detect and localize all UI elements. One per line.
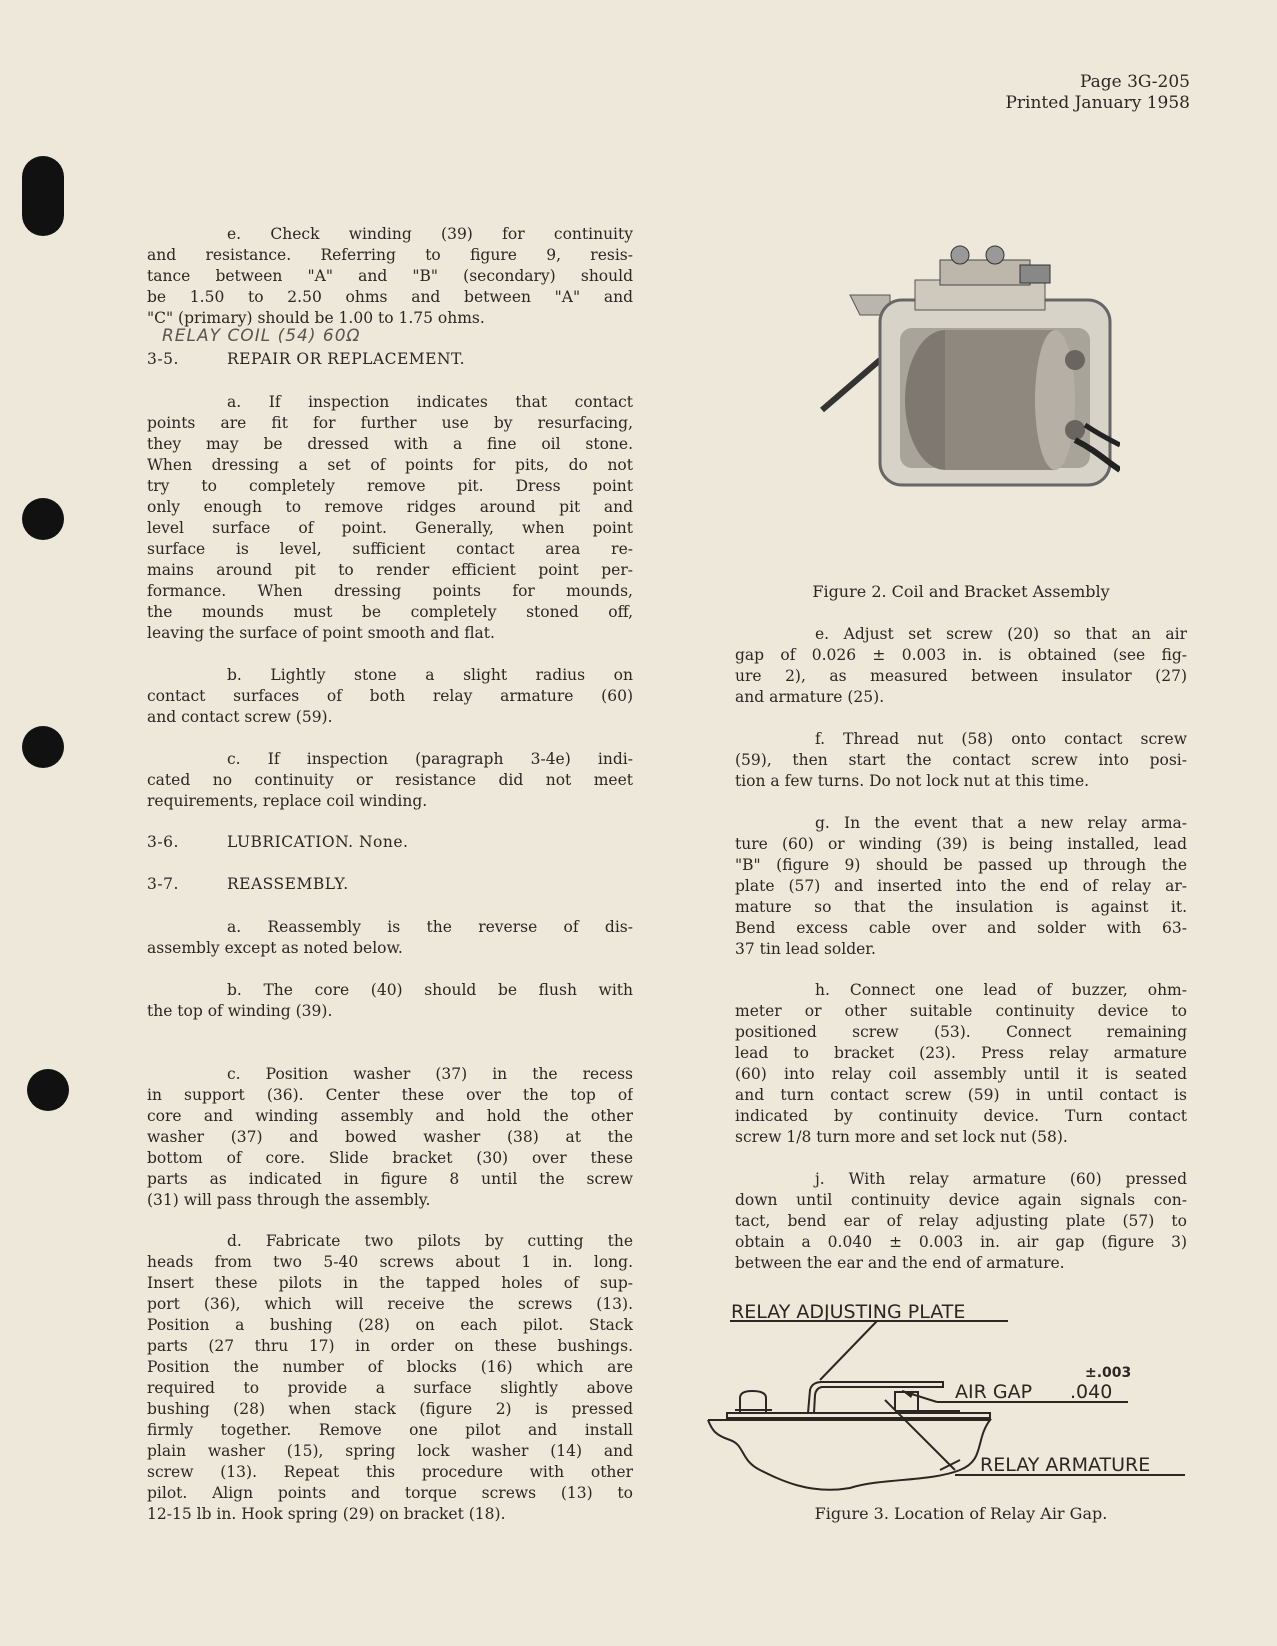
text-line: required to provide a surface slightly above [147, 1379, 633, 1397]
text-line: the top of winding (39). [147, 1002, 333, 1020]
text-line: Bend excess cable over and solder with 63- [735, 919, 1187, 937]
paragraph-reassembly-c [147, 1064, 633, 1211]
section-number: 3-5. [147, 350, 179, 368]
text-line: c. If inspection (paragraph 3-4e) indi- [227, 750, 633, 768]
text-line: tance between "A" and "B" (secondary) should [147, 267, 633, 285]
text-line: surface is level, sufficient contact area re- [147, 540, 633, 558]
text-line: requirements, replace coil winding. [147, 792, 428, 810]
section-title: REASSEMBLY. [227, 875, 349, 893]
text-line: a. If inspection indicates that contact [227, 393, 633, 411]
figure-3-diagram [700, 1280, 1200, 1500]
section-3-5-heading [147, 350, 465, 368]
figure-3-caption: Figure 3. Location of Relay Air Gap. [814, 1504, 1108, 1523]
text-line: the mounds must be completely stoned off, [147, 603, 633, 621]
text-line: b. Lightly stone a slight radius on [227, 666, 633, 684]
text-line: ure 2), as measured between insulator (27) [735, 667, 1187, 685]
text-line: firmly together. Remove one pilot and install [147, 1421, 633, 1439]
text-line: port (36), which will receive the screws (13). [147, 1295, 633, 1313]
text-line: assembly except as noted below. [147, 939, 403, 957]
text-line: core and winding assembly and hold the other [147, 1107, 633, 1125]
text-line: cated no continuity or resistance did not meet [147, 771, 633, 789]
text-line: washer (37) and bowed washer (38) at the [147, 1128, 633, 1146]
text-line: Position the number of blocks (16) which are [147, 1358, 633, 1376]
paragraph-reassembly-d [147, 1231, 633, 1525]
text-line: try to completely remove pit. Dress point [147, 477, 633, 495]
text-line: g. In the event that a new relay arma- [815, 814, 1187, 832]
section-3-6-heading [147, 833, 408, 851]
text-line: mains around pit to render efficient point per- [147, 561, 633, 579]
paragraph-c-replace [147, 749, 633, 812]
paragraph-g-new-armature [735, 813, 1187, 960]
text-line: heads from two 5-40 screws about 1 in. long. [147, 1253, 633, 1271]
text-line: tion a few turns. Do not lock nut at this time. [735, 772, 1090, 790]
section-title: REPAIR OR REPLACEMENT. [227, 350, 466, 368]
section-3-7-heading [147, 875, 349, 893]
text-line: "B" (figure 9) should be passed up through the [735, 856, 1187, 874]
text-line: d. Fabricate two pilots by cutting the [227, 1232, 633, 1250]
text-line: mature so that the insulation is against it. [735, 898, 1187, 916]
paragraph-b-stone [147, 665, 633, 728]
text-line: bushing (28) when stack (figure 2) is pressed [147, 1400, 633, 1418]
paragraph-reassembly-a [147, 917, 633, 959]
section-title: LUBRICATION. None. [227, 833, 409, 851]
text-line: screw 1/8 turn more and set lock nut (58). [735, 1128, 1068, 1146]
text-line: leaving the surface of point smooth and flat. [147, 624, 495, 642]
section-number: 3-6. [147, 833, 179, 851]
text-line: be 1.50 to 2.50 ohms and between "A" and [147, 288, 633, 306]
text-line: c. Position washer (37) in the recess [227, 1065, 633, 1083]
text-line: and resistance. Referring to figure 9, resis- [147, 246, 633, 264]
label-relay-adjusting-plate: RELAY ADJUSTING PLATE [731, 1301, 966, 1323]
punch-hole [22, 726, 64, 768]
text-line: screw (13). Repeat this procedure with other [147, 1463, 633, 1481]
text-line: lead to bracket (23). Press relay armature [735, 1044, 1187, 1062]
text-line: (31) will pass through the assembly. [147, 1191, 431, 1209]
text-line: they may be dressed with a fine oil stone. [147, 435, 633, 453]
coil-bracket-photo [820, 240, 1120, 500]
text-line: When dressing a set of points for pits, do not [147, 456, 633, 474]
label-air-gap: AIR GAP [955, 1381, 1033, 1403]
text-line: e. Check winding (39) for continuity [227, 225, 633, 243]
text-line: contact surfaces of both relay armature (60) [147, 687, 633, 705]
text-line: Insert these pilots in the tapped holes of sup- [147, 1274, 633, 1292]
text-line: pilot. Align points and torque screws (13) to [147, 1484, 633, 1502]
page-number: Page 3G-205 [1079, 72, 1190, 92]
text-line: b. The core (40) should be flush with [227, 981, 633, 999]
text-line: f. Thread nut (58) onto contact screw [815, 730, 1187, 748]
text-line: j. With relay armature (60) pressed [815, 1170, 1187, 1188]
text-line: meter or other suitable continuity device to [735, 1002, 1187, 1020]
paragraph-a-dressing [147, 392, 633, 644]
text-line: only enough to remove ridges around pit and [147, 498, 633, 516]
text-line: "C" (primary) should be 1.00 to 1.75 ohms. [147, 309, 485, 327]
handwritten-note: RELAY COIL (54) 60Ω [162, 326, 361, 346]
text-line: plain washer (15), spring lock washer (14) and [147, 1442, 633, 1460]
label-gap-value: .040 [1070, 1381, 1113, 1403]
text-line: parts as indicated in figure 8 until the screw [147, 1170, 633, 1188]
text-line: in support (36). Center these over the top of [147, 1086, 633, 1104]
text-line: and contact screw (59). [147, 708, 333, 726]
text-line: 37 tin lead solder. [735, 940, 876, 958]
text-line: (60) into relay coil assembly until it is seated [735, 1065, 1187, 1083]
text-line: between the ear and the end of armature. [735, 1254, 1065, 1272]
text-line: ture (60) or winding (39) is being installed, lead [735, 835, 1187, 853]
text-line: Position a bushing (28) on each pilot. Stack [147, 1316, 633, 1334]
text-line: down until continuity device again signals con- [735, 1191, 1187, 1209]
text-line: (59), then start the contact screw into posi- [735, 751, 1187, 769]
text-line: parts (27 thru 17) in order on these bushings. [147, 1337, 633, 1355]
paragraph-h-continuity [735, 980, 1187, 1148]
text-line: plate (57) and inserted into the end of relay ar- [735, 877, 1187, 895]
text-line: obtain a 0.040 ± 0.003 in. air gap (figure 3) [735, 1233, 1187, 1251]
paragraph-reassembly-b [147, 980, 633, 1022]
text-line: e. Adjust set screw (20) so that an air [815, 625, 1187, 643]
text-line: h. Connect one lead of buzzer, ohm- [815, 981, 1187, 999]
paragraph-j-bend-ear [735, 1169, 1187, 1274]
punch-hole [22, 156, 64, 236]
figure-2-caption: Figure 2. Coil and Bracket Assembly [812, 582, 1110, 601]
text-line: points are fit for further use by resurfacing, [147, 414, 633, 432]
punch-hole [22, 498, 64, 540]
text-line: 12-15 lb in. Hook spring (29) on bracket (18). [147, 1505, 506, 1523]
text-line: and turn contact screw (59) in until contact is [735, 1086, 1187, 1104]
text-line: level surface of point. Generally, when point [147, 519, 633, 537]
text-line: and armature (25). [735, 688, 885, 706]
text-line: gap of 0.026 ± 0.003 in. is obtained (see fig- [735, 646, 1187, 664]
text-line: bottom of core. Slide bracket (30) over these [147, 1149, 633, 1167]
print-date: Printed January 1958 [1005, 93, 1190, 113]
text-line: a. Reassembly is the reverse of dis- [227, 918, 633, 936]
paragraph-f-thread-nut [735, 729, 1187, 792]
text-line: formance. When dressing points for mounds, [147, 582, 633, 600]
label-tolerance: ±.003 [1085, 1365, 1132, 1381]
section-number: 3-7. [147, 875, 179, 893]
text-line: indicated by continuity device. Turn contact [735, 1107, 1187, 1125]
paragraph-e-air-gap [735, 624, 1187, 708]
punch-hole [27, 1069, 69, 1111]
text-line: tact, bend ear of relay adjusting plate (57) to [735, 1212, 1187, 1230]
text-line: positioned screw (53). Connect remaining [735, 1023, 1187, 1041]
paragraph-e-check-winding [147, 224, 633, 329]
label-relay-armature: RELAY ARMATURE [980, 1454, 1151, 1476]
